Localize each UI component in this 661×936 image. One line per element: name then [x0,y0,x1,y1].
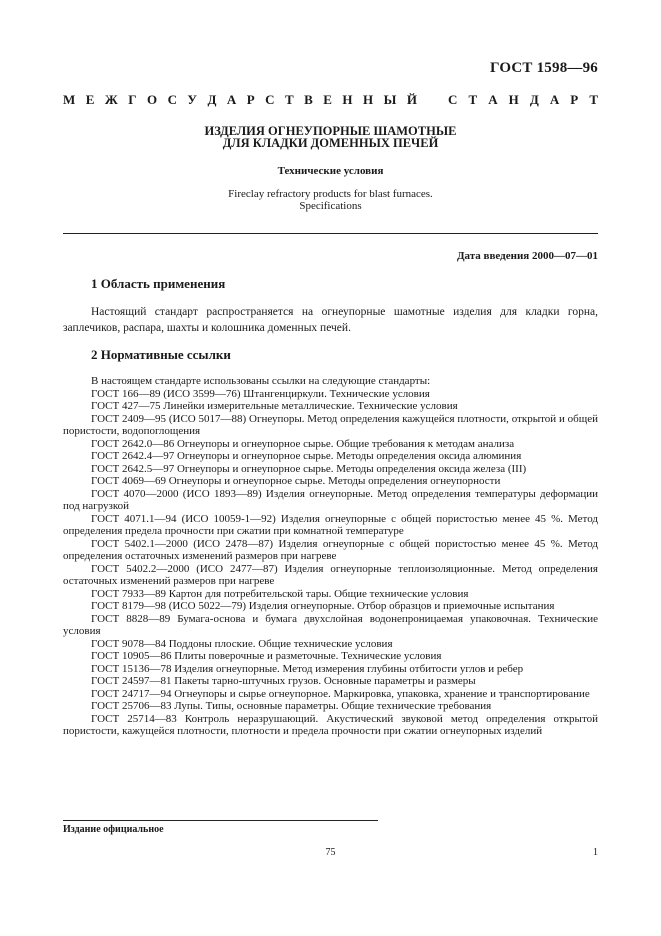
reference-item: ГОСТ 25706—83 Лупы. Типы, основные параметры. Общие технические требования [91,700,492,712]
section-2-heading: 2 Нормативные ссылки [91,347,231,362]
reference-item: ГОСТ 7933—89 Картон для потребительской тары. Общие технические условия [91,587,469,600]
reference-item: ГОСТ 9078—84 Поддоны плоские. Общие технические условия [91,637,393,650]
reference-item: ГОСТ 4070—2000 (ИСО 1893—89) Изделия огнеупорные. Метод определения температуры деформации под нагрузкой [63,487,598,512]
title-line-1: ИЗДЕЛИЯ ОГНЕУПОРНЫЕ ШАМОТНЫЕ [204,124,457,138]
title-line-2: ДЛЯ КЛАДКИ ДОМЕННЫХ ПЕЧЕЙ [222,136,439,150]
english-title-line-2: Specifications [299,200,362,212]
document-subtitle: Технические условия [277,165,384,177]
banner-word: С Т А Н Д А Р Т [448,92,598,107]
reference-item: ГОСТ 24597—81 Пакеты тарно-штучных грузов. Основные параметры и размеры [91,675,476,687]
reference-item: ГОСТ 4069—69 Огнеупоры и огнеупорное сырье. Методы определения огнеупорности [91,475,501,487]
references-list [63,375,598,738]
edition-note: Издание официальное [63,824,164,835]
gost-identifier: ГОСТ 1598—96 [489,60,598,76]
banner-word: М Е Ж Г О С У Д А Р С Т В Е Н Н Ы Й [63,92,417,107]
reference-item: ГОСТ 5402.2—2000 (ИСО 2477—87) Изделия огнеупорные теплоизоляционные. Метод определения остаточных изменений размеров при нагреве [63,562,598,587]
sheet-number: 1 [593,847,598,858]
reference-item: ГОСТ 5402.1—2000 (ИСО 2478—87) Изделия огнеупорные с общей пористостью менее 45 %. Метод определения остаточных изменений размеров при нагреве [63,537,598,562]
reference-item: ГОСТ 8179—98 (ИСО 5022—79) Изделия огнеупорные. Отбор образцов и приемочные испытания [91,600,555,612]
header-divider [63,233,598,234]
reference-item: ГОСТ 15136—78 Изделия огнеупорные. Метод измерения глубины отбитости углов и ребер [91,662,524,675]
reference-item: ГОСТ 2642.0—86 Огнеупоры и огнеупорное сырье. Общие требования к методам анализа [91,437,515,450]
english-title [0,188,661,212]
document-title [0,125,661,149]
section-1-body [63,305,598,336]
section-1-text: Настоящий стандарт распространяется на огнеупорные шамотные изделия для кладки горна, заплечиков, распара, шахты и колошника доменных печей. [63,306,598,334]
reference-item: ГОСТ 24717—94 Огнеупоры и сырье огнеупорное. Маркировка, упаковка, хранение и транспортирование [91,687,590,700]
page-number: 75 [325,847,336,858]
section-1-heading: 1 Область применения [91,276,226,291]
references-intro: В настоящем стандарте использованы ссылки на следующие стандарты: [91,375,431,387]
reference-item: ГОСТ 2642.5—97 Огнеупоры и огнеупорное сырье. Методы определения оксида железа (III) [91,462,527,475]
reference-item: ГОСТ 4071.1—94 (ИСО 10059-1—92) Изделия огнеупорные с общей пористостью менее 45 %. Метод определения предела прочности при сжатии при комнатной температуре [63,512,598,537]
standard-banner [63,92,598,108]
reference-item: ГОСТ 2409—95 (ИСО 5017—88) Огнеупоры. Метод определения кажущейся плотности, открытой и общей пористости, водопоглощения [63,412,598,437]
reference-item: ГОСТ 25714—83 Контроль неразрушающий. Акустический звуковой метод определения открытой пористости, кажущейся плотности, плотности и предела прочности при сжатии огнеупорных изделий [63,712,598,737]
reference-item: ГОСТ 166—89 (ИСО 3599—76) Штангенциркули. Технические условия [91,387,430,400]
english-title-line-1: Fireclay refractory products for blast furnaces. [228,188,433,200]
reference-item: ГОСТ 427—75 Линейки измерительные металлические. Технические условия [91,400,458,412]
footer-divider [63,820,378,821]
reference-item: ГОСТ 10905—86 Плиты поверочные и разметочные. Технические условия [91,650,442,662]
reference-item: ГОСТ 8828—89 Бумага-основа и бумага двухслойная водонепроницаемая упаковочная. Технические условия [63,612,598,637]
introduction-date: Дата введения 2000—07—01 [456,250,598,262]
reference-item: ГОСТ 2642.4—97 Огнеупоры и огнеупорное сырье. Методы определения оксида алюминия [91,450,522,462]
